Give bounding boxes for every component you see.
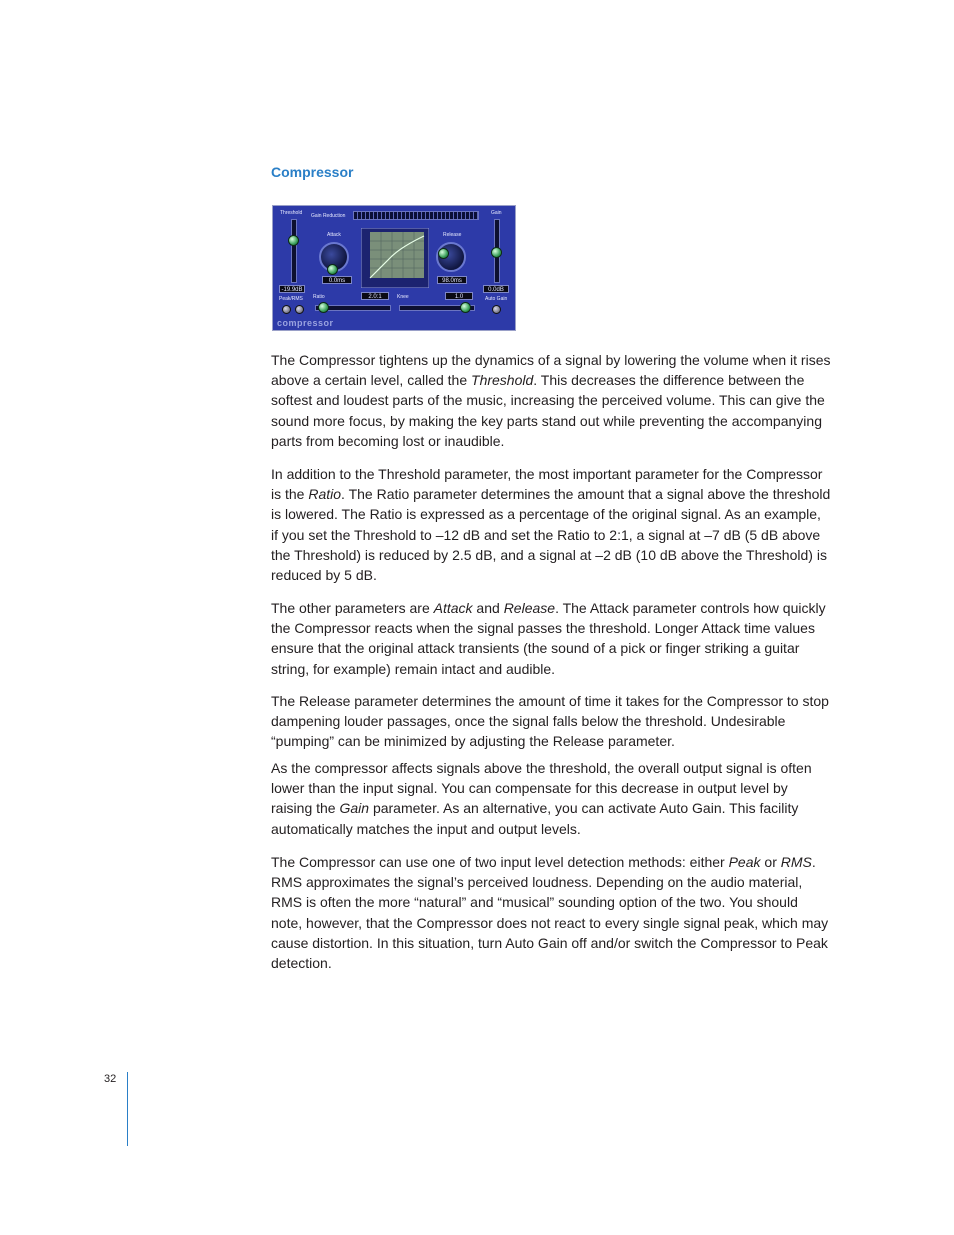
rms-button <box>295 305 304 314</box>
paragraph-1 <box>271 350 831 451</box>
text-run: . The Attack parameter controls how quickly the Compressor reacts when the signal passes the threshold. Longer Attack time values ensure that the original attack transients (the sound of a pick or finger striking a guitar string, for example) remain intact and audible. <box>271 600 826 677</box>
italic-term: Peak <box>728 854 761 870</box>
ratio-slider-knob <box>318 302 329 313</box>
text-run: The other parameters are <box>271 600 434 616</box>
text-run: The Compressor tightens up the dynamics of a signal by lowering the volume when it rises above a certain level, called the <box>271 352 831 389</box>
attack-label: Attack <box>327 232 341 238</box>
gain-slider-knob <box>491 247 502 258</box>
text-run: and <box>472 600 504 616</box>
paragraph-6 <box>271 852 831 973</box>
paragraph-3 <box>271 598 831 679</box>
plugin-brand: compressor <box>277 318 334 328</box>
paragraph-5 <box>271 758 831 839</box>
text-run: parameter. As an alternative, you can activate Auto Gain. This facility automatically matches the input and output levels. <box>271 800 799 837</box>
threshold-readout: -19.9dB <box>279 285 305 293</box>
text-run: As the compressor affects signals above the threshold, the overall output signal is often lower than the input signal. You can compensate for this decrease in output level by raising the <box>271 760 812 817</box>
page-number: 32 <box>104 1073 117 1085</box>
italic-term: Threshold <box>471 372 534 389</box>
paragraph-2 <box>271 464 831 585</box>
text-run: . This decreases the difference between the softest and loudest parts of the music, increasing the perceived volume. This can give the sound more focus, by making the key parts stand out while preventing the accompanying parts from becoming lost or inaudible. <box>271 372 825 449</box>
italic-term: RMS <box>780 854 812 870</box>
ratio-readout: 2.0:1 <box>361 292 389 300</box>
compression-curve-display <box>361 228 429 288</box>
text-run: . The Ratio parameter determines the amount that a signal above the threshold is lowered. The Ratio is expressed as a percentage of the original signal. As an example, if you set the Threshold to –12 dB and set the Ratio to 2:1, a signal at –7 dB (5 dB above the Threshold) is reduced by 2.5 dB, and a signal at –2 dB (10 dB above the Threshold) is reduced by 5 dB. <box>271 486 831 584</box>
threshold-slider-track <box>291 219 297 283</box>
italic-term: Ratio <box>308 486 342 503</box>
text-run: The Release parameter determines the amount of time it takes for the Compressor to stop dampening louder passages, once the signal falls below the threshold. Undesirable “pumping” can be minimized by adjusting the Release parameter. <box>271 693 829 750</box>
text-run: In addition to the Threshold parameter, the most important parameter for the Compressor is the <box>271 466 823 503</box>
gain-reduction-label: Gain Reduction <box>311 213 346 219</box>
gain-label: Gain <box>491 210 502 216</box>
knee-readout: 1.0 <box>445 292 473 300</box>
gain-reduction-meter <box>353 211 479 220</box>
auto-gain-button <box>492 305 501 314</box>
knee-label: Knee <box>397 294 409 300</box>
italic-term: Release <box>503 600 556 616</box>
attack-readout: 0.0ms <box>322 276 352 284</box>
release-label: Release <box>443 232 462 238</box>
knee-slider-knob <box>460 302 471 313</box>
threshold-label: Threshold <box>280 210 303 216</box>
text-run: . RMS approximates the signal’s perceived loudness. Depending on the audio material, RMS is often the more “natural” and “musical” sounding option of the two. You should note, however, that the Compressor does not react to every single signal peak, which may cause distortion. In this situation, turn Auto Gain off and/or switch the Compressor to Peak detection. <box>271 854 829 972</box>
section-heading: Compressor <box>271 164 354 180</box>
peak-rms-label: Peak/RMS <box>279 296 303 302</box>
release-readout: 98.0ms <box>437 276 467 284</box>
compressor-plugin-image <box>272 205 516 331</box>
threshold-slider-knob <box>288 235 299 246</box>
paragraph-4 <box>271 691 831 752</box>
text-run: The Compressor can use one of two input level detection methods: either <box>271 854 729 870</box>
italic-term: Attack <box>433 600 473 616</box>
gain-readout: 0.0dB <box>483 285 509 293</box>
text-run: or <box>760 854 781 870</box>
margin-rule <box>127 1072 128 1146</box>
ratio-label: Ratio <box>313 294 325 300</box>
release-dial-knob <box>438 248 449 259</box>
italic-term: Gain <box>339 800 370 817</box>
auto-gain-label: Auto Gain <box>485 296 508 302</box>
attack-dial-knob <box>327 264 338 275</box>
peak-button <box>282 305 291 314</box>
